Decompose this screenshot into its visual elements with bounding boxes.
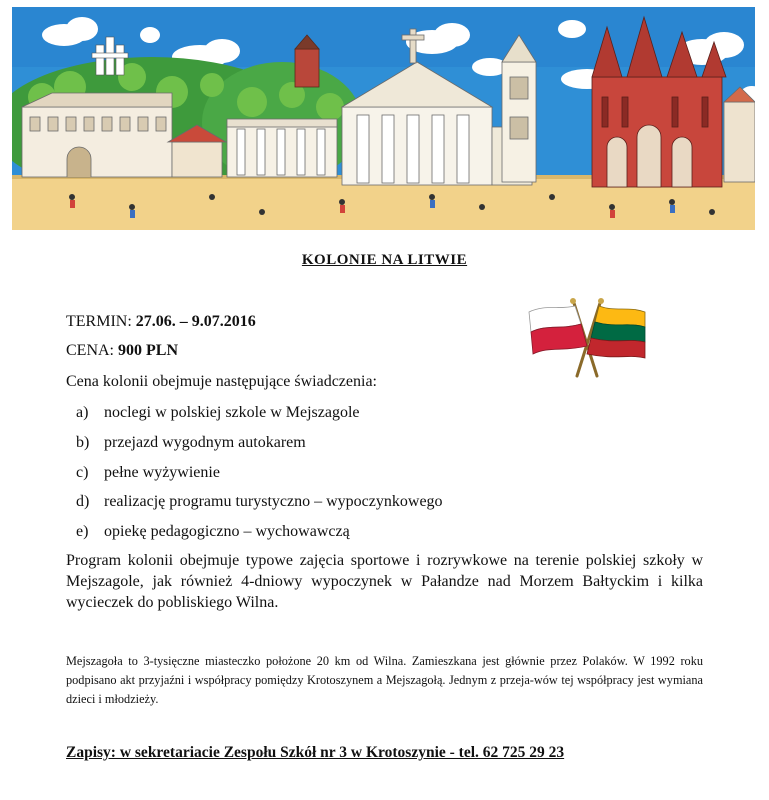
list-item-text: realizację programu turystyczno – wypoczynkowego — [104, 493, 443, 510]
termin-value: 27.06. – 9.07.2016 — [135, 313, 256, 330]
poland-lithuania-crossed-flags-icon — [525, 298, 650, 378]
page-title: KOLONIE NA LITWIE — [301, 252, 468, 268]
list-marker: d) — [76, 493, 90, 510]
flags-icon — [525, 298, 650, 378]
info-note: Mejszagoła to 3-tysięczne miasteczko położone 20 km od Wilna. Zamieszkana jest głównie przez Polaków. W 1992 roku podpisano akt przyjaźni i współpracy pomiędzy Krotoszynem a Mejszagołą. Jednym z przeja-wów tej współpracy jest wymiana dzieci i młodzieży. — [66, 654, 703, 706]
list-item — [76, 493, 443, 511]
cena-value: 900 PLN — [118, 342, 178, 359]
list-item-text: przejazd wygodnym autokarem — [104, 434, 306, 451]
list-item-text: pełne wyżywienie — [104, 464, 220, 481]
program-paragraph: Program kolonii obejmuje typowe zajęcia sportowe i rozrywkowe na terenie polskiej szkoły w Mejszagole, jak również 4-dniowy wypoczynek w Pałandze nad Morzem Bałtyckim i kilka wycieczek do pobliskiego Wilna. — [66, 552, 703, 611]
registration-contact: Zapisy: w sekretariacie Zespołu Szkół nr 3 w Krotoszynie - tel. 62 725 29 23 — [66, 744, 565, 761]
list-marker: a) — [76, 404, 89, 421]
cena-label: CENA: — [66, 342, 118, 359]
list-item — [76, 434, 306, 452]
cena-line — [66, 342, 178, 360]
list-item — [76, 404, 360, 422]
list-item — [76, 464, 220, 482]
vilnius-cityscape-illustration — [12, 7, 755, 230]
vilnius-cityscape-banner — [12, 7, 755, 230]
list-item — [76, 523, 350, 541]
list-item-text: opiekę pedagogiczno – wychowawczą — [104, 523, 350, 540]
list-marker: e) — [76, 523, 89, 540]
list-item-text: noclegi w polskiej szkole w Mejszagole — [104, 404, 360, 421]
list-marker: c) — [76, 464, 89, 481]
termin-label: TERMIN: — [66, 313, 136, 330]
list-marker: b) — [76, 434, 90, 451]
termin-line — [66, 313, 256, 331]
intro-text: Cena kolonii obejmuje następujące świadczenia: — [66, 373, 377, 390]
